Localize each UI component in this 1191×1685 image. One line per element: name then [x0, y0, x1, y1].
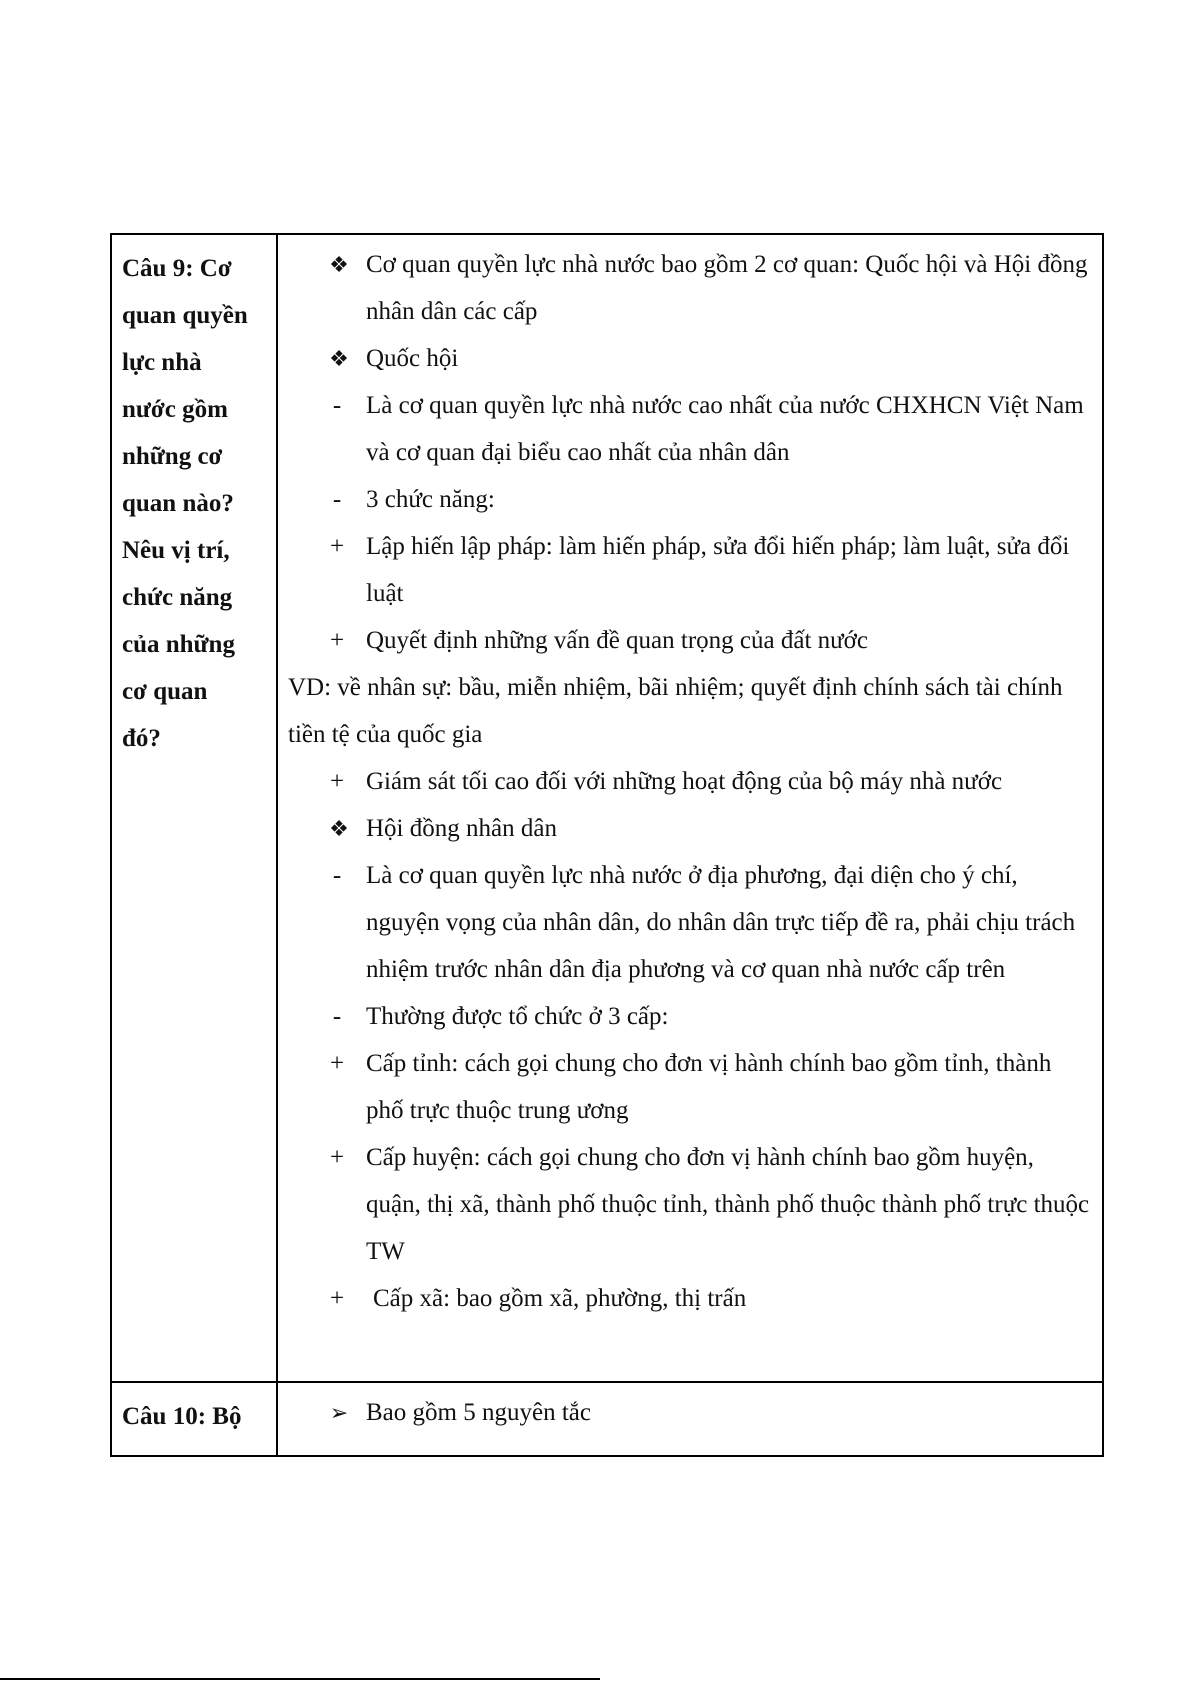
question-line: nước gồm [122, 396, 228, 423]
plus-bullet-icon: + [329, 1050, 345, 1077]
answer-text: Thường được tổ chức ở 3 cấp: [366, 1003, 669, 1030]
dash-bullet-icon: - [332, 1003, 342, 1030]
answer-text: Cấp huyện: cách gọi chung cho đơn vị hành chính bao gồm huyện, quận, thị xã, thành phố thuộc tỉnh, thành phố thuộc thành phố trực thuộc TW [366, 1144, 1090, 1265]
example-paragraph [288, 664, 1092, 758]
question-cell [111, 1382, 277, 1456]
answer-text: Là cơ quan quyền lực nhà nước ở địa phương, đại diện cho ý chí, nguyện vọng của nhân dân, do nhân dân trực tiếp đề ra, phải chịu trách nhiệm trước nhân dân địa phương và cơ quan nhà nước cấp trên [366, 862, 1076, 983]
question-cell [111, 234, 277, 1382]
answer-text: Cấp tỉnh: cách gọi chung cho đơn vị hành chính bao gồm tỉnh, thành phố trực thuộc trung ương [366, 1050, 1052, 1124]
plus-bullet-icon: + [329, 533, 345, 560]
question-line: Nêu vị trí, [122, 537, 230, 564]
bottom-divider [0, 1678, 600, 1680]
answer-text: Là cơ quan quyền lực nhà nước cao nhất của nước CHXHCN Việt Nam và cơ quan đại biểu cao nhất của nhân dân [366, 392, 1084, 466]
list-item [288, 617, 1092, 664]
list-item [288, 758, 1092, 805]
question-line: đó? [122, 725, 161, 752]
answer-text: Hội đồng nhân dân [366, 815, 557, 842]
list-item [288, 335, 1092, 382]
question-line: lực nhà [122, 349, 202, 376]
answer-text: Bao gồm 5 nguyên tắc [366, 1399, 591, 1426]
answer-cell [277, 234, 1103, 1382]
list-item [288, 476, 1092, 523]
answer-text: Giám sát tối cao đối với những hoạt động của bộ máy nhà nước [366, 768, 1003, 795]
answer-text: Lập hiến lập pháp: làm hiến pháp, sửa đổi hiến pháp; làm luật, sửa đổi luật [366, 533, 1070, 607]
answer-text: VD: về nhân sự: bầu, miễn nhiệm, bãi nhiệm; quyết định chính sách tài chính tiền tệ của quốc gia [288, 674, 1063, 748]
answer-text: Cơ quan quyền lực nhà nước bao gồm 2 cơ quan: Quốc hội và Hội đồng nhân dân các cấp [366, 251, 1088, 325]
list-item [288, 241, 1092, 335]
answer-text: Quyết định những vấn đề quan trọng của đất nước [366, 627, 869, 654]
question-line: quan quyền [122, 302, 248, 329]
list-item [288, 382, 1092, 476]
table-row [111, 1382, 1103, 1456]
answer-cell [277, 1382, 1103, 1456]
plus-bullet-icon: + [329, 627, 345, 654]
question-line: Câu 10: Bộ [122, 1403, 242, 1430]
dash-bullet-icon: - [332, 392, 342, 419]
diamond-bullet-icon: ❖ [329, 346, 349, 371]
plus-bullet-icon: + [329, 768, 345, 795]
question-line: quan nào? [122, 490, 234, 517]
plus-bullet-icon: + [329, 1144, 345, 1171]
diamond-bullet-icon: ❖ [329, 252, 349, 277]
dash-bullet-icon: - [332, 486, 342, 513]
question-line: cơ quan [122, 678, 208, 705]
qa-table [110, 233, 1104, 1457]
diamond-bullet-icon: ❖ [329, 816, 349, 841]
question-line: chức năng [122, 584, 233, 611]
answer-text: Cấp xã: bao gồm xã, phường, thị trấn [373, 1285, 747, 1312]
arrow-bullet-icon: ➢ [329, 1400, 349, 1425]
list-item [288, 1040, 1092, 1134]
dash-bullet-icon: - [332, 862, 342, 889]
list-item [288, 523, 1092, 617]
answer-text: Quốc hội [366, 345, 459, 372]
list-item [288, 852, 1092, 993]
question-line: những cơ [122, 443, 223, 470]
list-item [288, 805, 1092, 852]
list-item [288, 1389, 1092, 1436]
answer-text: 3 chức năng: [366, 486, 495, 513]
list-item [288, 993, 1092, 1040]
list-item [288, 1275, 1092, 1322]
question-line: của những [122, 631, 235, 658]
list-item [288, 1134, 1092, 1275]
plus-bullet-icon: + [329, 1285, 345, 1312]
table-row [111, 234, 1103, 1382]
question-line: Câu 9: Cơ [122, 255, 232, 282]
